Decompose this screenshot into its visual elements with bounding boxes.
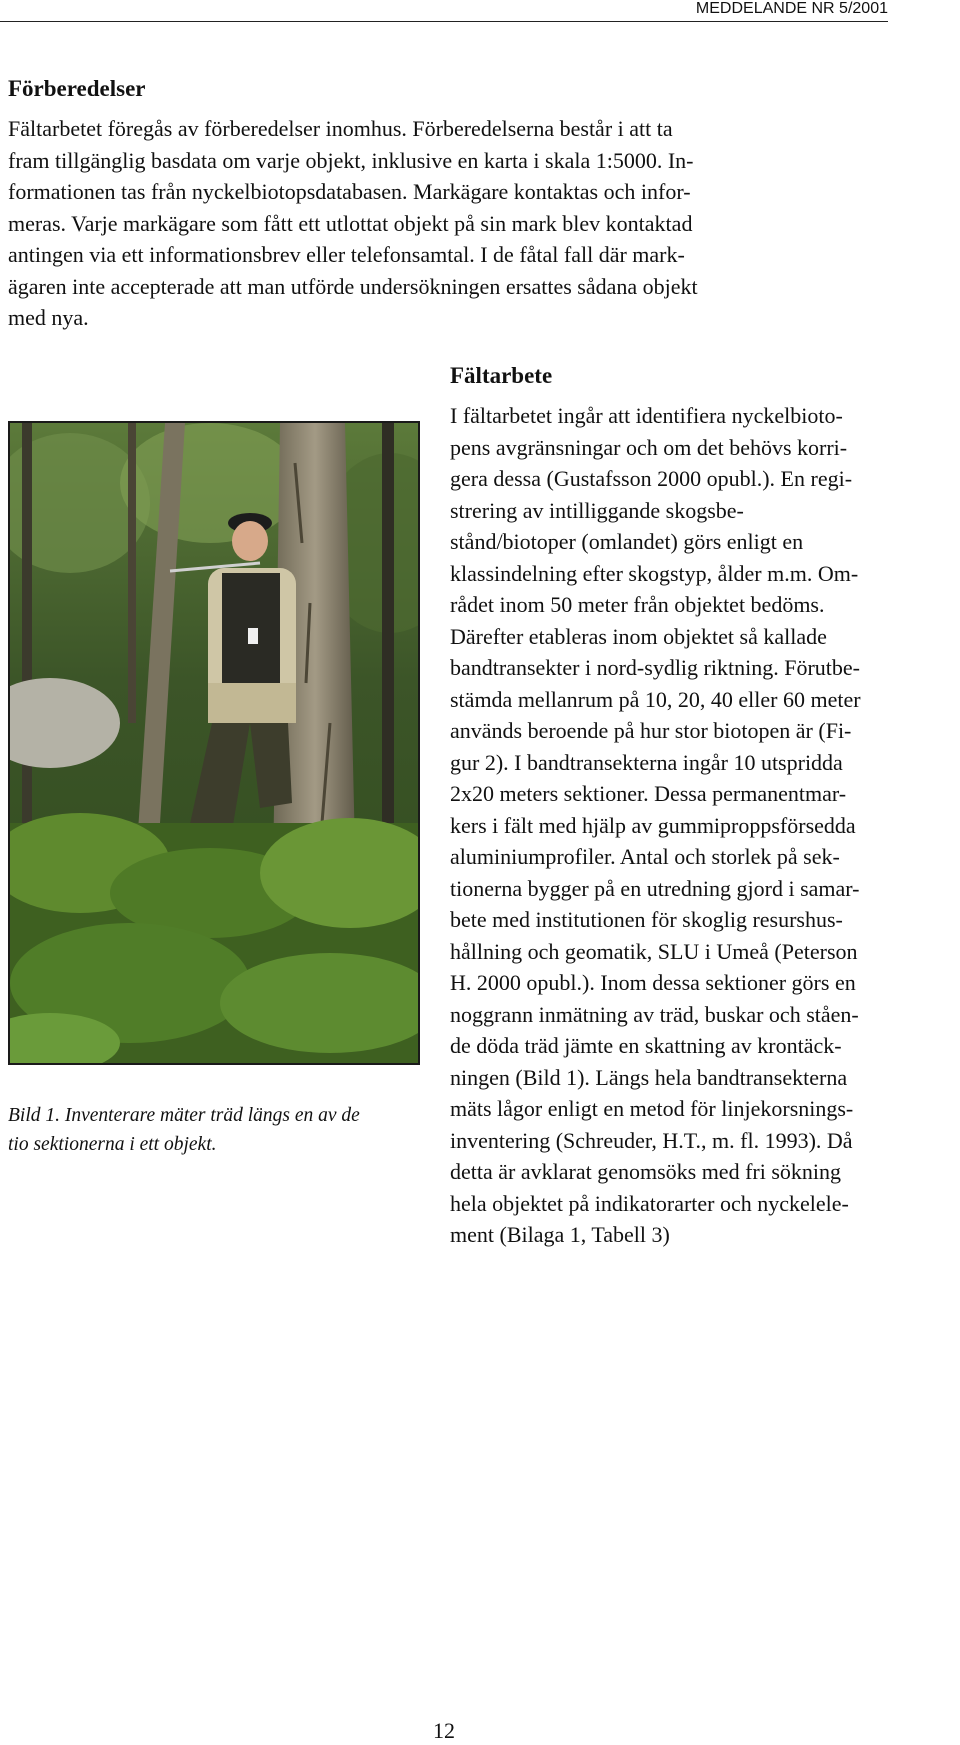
text-line: tionerna bygger på en utredning gjord i samar- — [450, 875, 860, 901]
text-line: meras. Varje markägare som fått ett utlottat objekt på sin mark blev kontaktad — [8, 210, 693, 236]
text-line: bete med institutionen för skoglig resurshus- — [450, 907, 843, 932]
text-line: gera dessa (Gustafsson 2000 opubl.). En regi- — [450, 466, 853, 491]
text-line: kers i fält med hjälp av gummiproppsförsedda — [450, 812, 856, 838]
text-line: ägaren inte accepterade att man utförde undersökningen ersattes sådana objekt — [8, 273, 698, 299]
text-line: inventering (Schreuder, H.T., m. fl. 1993). Då — [450, 1127, 853, 1153]
text-line: stämda mellanrum på 10, 20, 40 eller 60 meter — [450, 686, 861, 712]
text-line: Fältarbetet föregås av förberedelser inomhus. Förberedelserna består i att ta — [8, 116, 673, 141]
figure-caption — [8, 1101, 428, 1159]
forest-surveyor-image — [10, 423, 418, 1063]
text-line: de döda träd jämte en skattning av krontäck- — [450, 1033, 842, 1058]
text-line: stånd/biotoper (omlandet) görs enligt en — [450, 529, 804, 554]
paragraph-forberedelser — [8, 113, 698, 334]
text-line: ningen (Bild 1). Längs hela bandtransekterna — [450, 1064, 848, 1090]
text-line: strering av intilliggande skogsbe- — [450, 497, 744, 523]
text-line: pens avgränsningar och om det behövs korri- — [450, 434, 848, 460]
header-title: MEDDELANDE NR 5/2001 — [695, 0, 888, 17]
figure-photo — [8, 421, 420, 1065]
text-line: noggrann inmätning av träd, buskar och ståen- — [450, 1001, 859, 1027]
text-line: används beroende på hur stor biotopen är (Fi- — [450, 718, 852, 743]
caption-line: Bild 1. Inventerare mäter träd längs en av de — [8, 1105, 360, 1126]
section-heading-faltarbete: Fältarbete — [450, 363, 553, 388]
text-line: fram tillgänglig basdata om varje objekt, inklusive en karta i skala 1:5000. In- — [8, 147, 694, 173]
text-line: aluminiumprofiler. Antal och storlek på sek- — [450, 844, 840, 869]
text-line: med nya. — [8, 305, 89, 330]
text-line: rådet inom 50 meter från objektet bedöms. — [450, 592, 825, 617]
text-line: I fältarbetet ingår att identifiera nyckelbioto- — [450, 403, 843, 428]
text-line: H. 2000 opubl.). Inom dessa sektioner görs en — [450, 970, 856, 995]
text-line: bandtransekter i nord-sydlig riktning. Förutbe- — [450, 655, 860, 680]
text-line: hela objektet på indikatorarter och nyckelele- — [450, 1190, 849, 1216]
page-number: 12 — [433, 1718, 455, 1743]
text-line: detta är avklarat genomsöks med fri sökning — [450, 1159, 842, 1184]
running-header — [0, 0, 888, 22]
caption-line: tio sektionerna i ett objekt. — [8, 1134, 217, 1155]
text-line: Därefter etableras inom objektet så kallade — [450, 623, 827, 649]
text-line: gur 2). I bandtransekterna ingår 10 utspridda — [450, 749, 843, 775]
text-line: ment (Bilaga 1, Tabell 3) — [450, 1222, 670, 1247]
text-line: formationen tas från nyckelbiotopsdatabasen. Markägare kontaktas och infor- — [8, 179, 691, 204]
section-heading-forberedelser: Förberedelser — [8, 76, 146, 101]
text-line: mäts lågor enligt en metod för linjekorsnings- — [450, 1096, 854, 1121]
text-line: 2x20 meters sektioner. Dessa permanentmar- — [450, 781, 847, 806]
text-line: antingen via ett informationsbrev eller telefonsamtal. I de fåtal fall där mark- — [8, 242, 685, 267]
text-line: klassindelning efter skogstyp, ålder m.m. Om- — [450, 560, 859, 586]
text-line: hållning och geomatik, SLU i Umeå (Peterson — [450, 938, 858, 964]
paragraph-faltarbete — [450, 400, 861, 1251]
